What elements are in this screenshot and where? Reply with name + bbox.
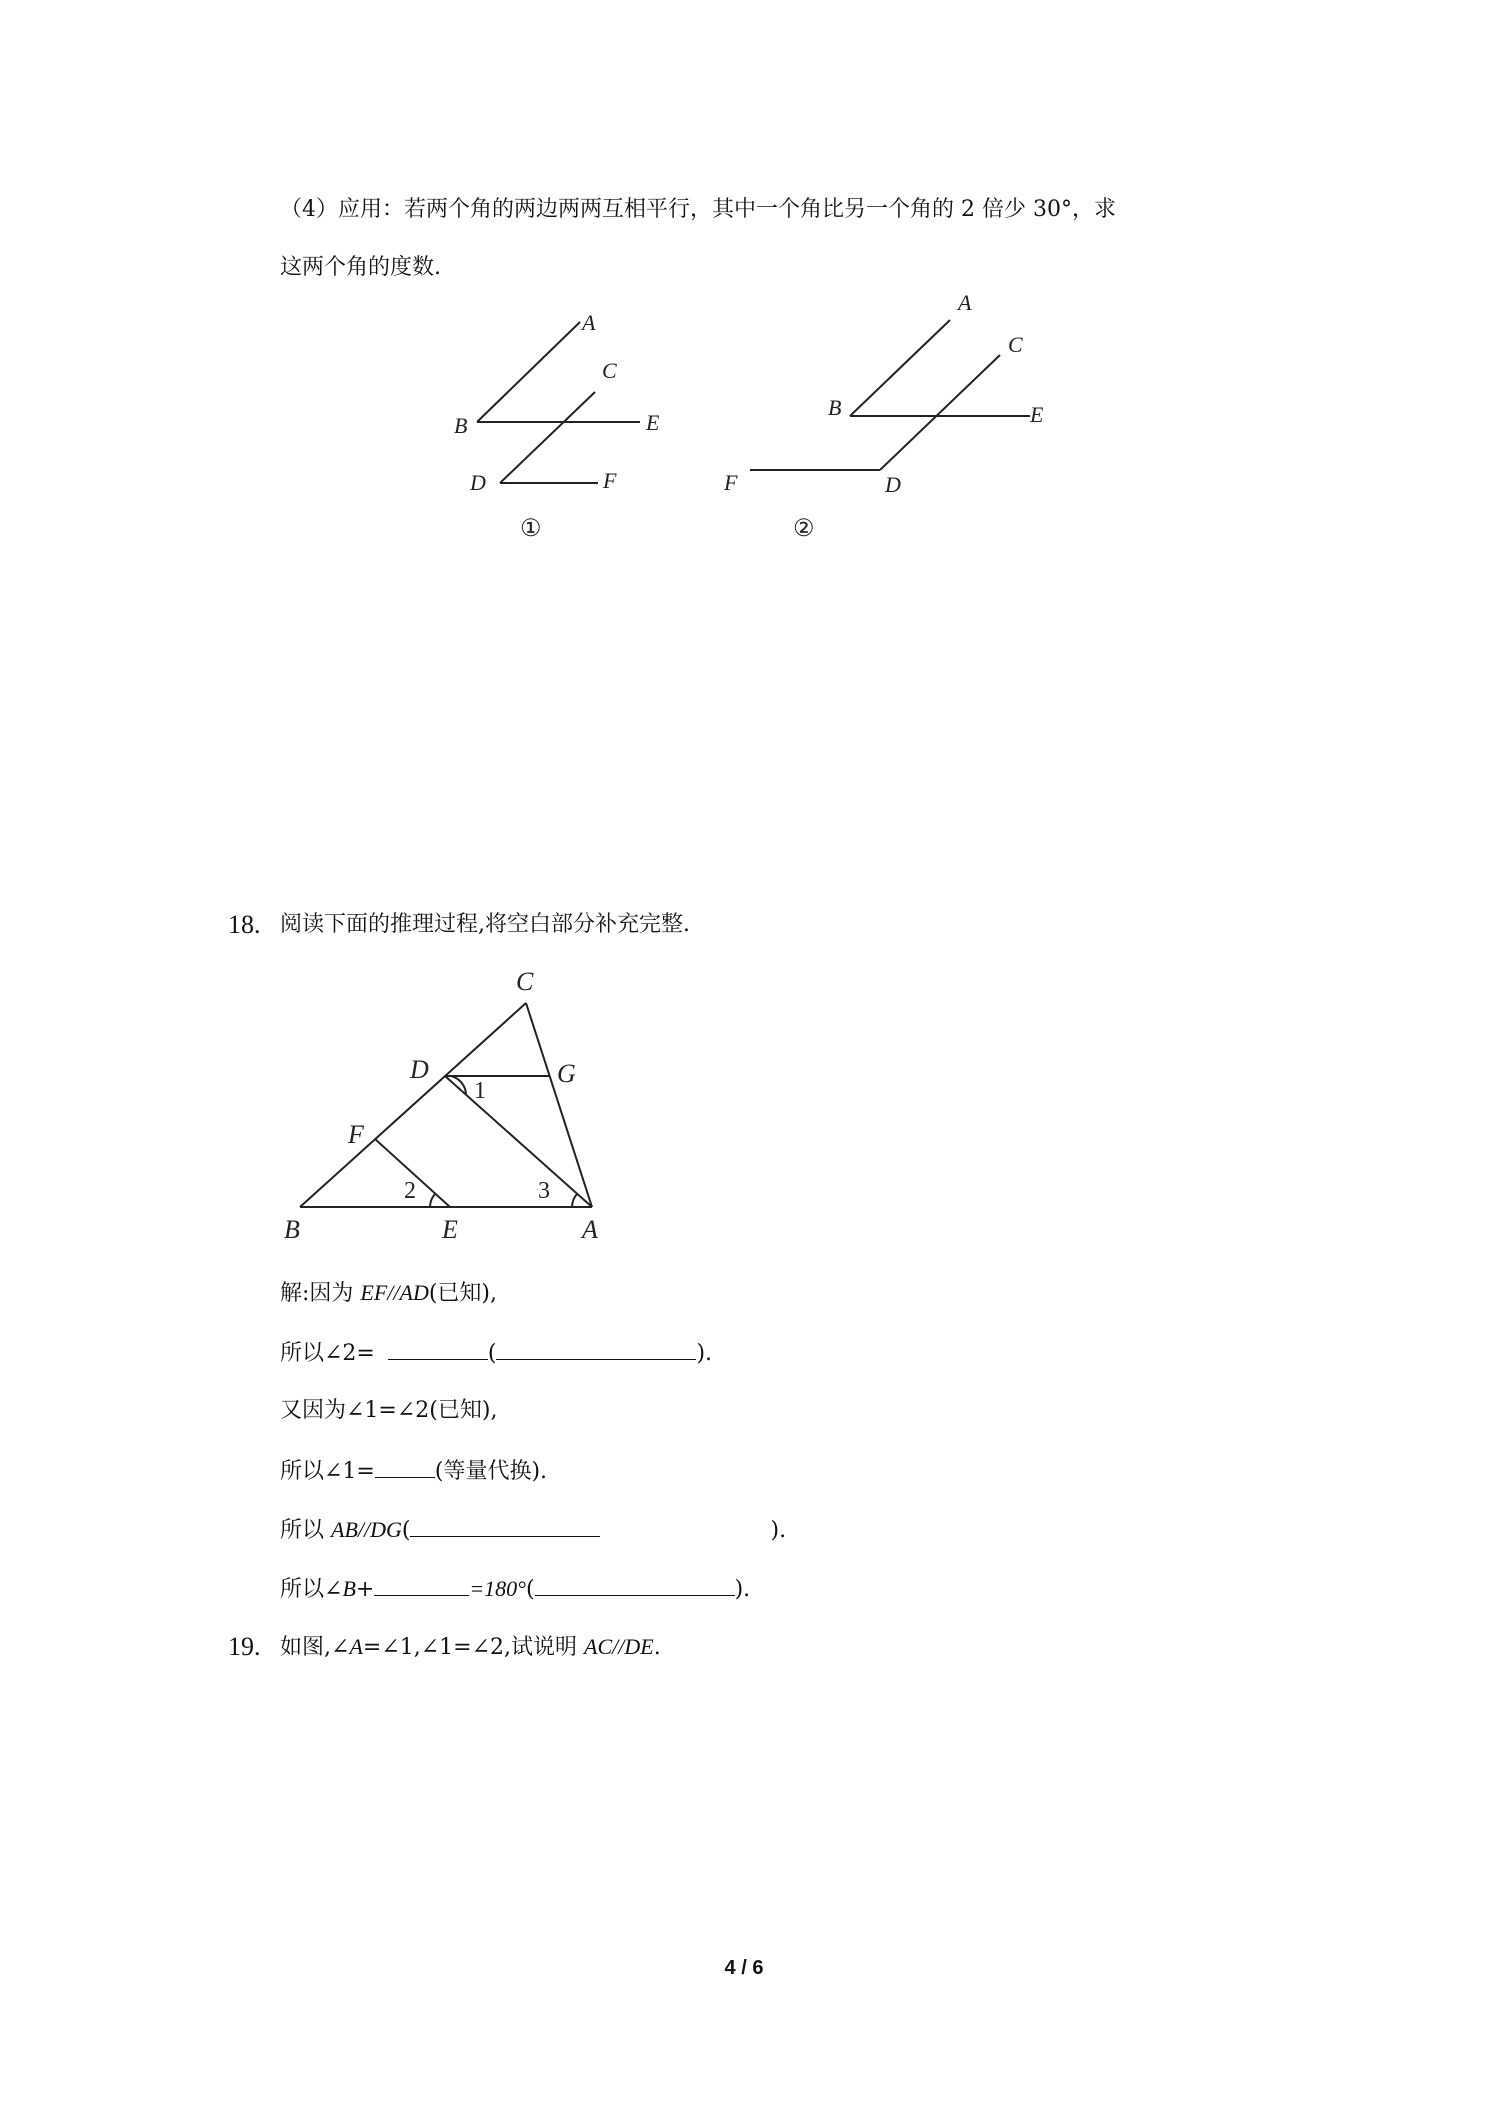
q18-label-C: C <box>516 967 534 996</box>
q17-part4-line2: 这两个角的度数. <box>280 255 441 280</box>
q18-l4-prefix: 所以∠1= <box>280 1459 375 1484</box>
q18-l2-mid: ( <box>487 1341 497 1366</box>
fig1-label-A: A <box>582 310 596 335</box>
q18-l6-suffix: ). <box>734 1577 751 1602</box>
q18-l6-plus: + <box>355 1577 375 1602</box>
figure-q18 <box>270 960 620 1260</box>
fig1-label-E: E <box>646 410 660 435</box>
q19-end: . <box>653 1635 661 1660</box>
q19-text <box>280 1632 661 1663</box>
fig2-line-BA <box>850 320 950 416</box>
fig1-label-B: B <box>454 413 468 438</box>
q19-mid: =∠1,∠1=∠2,试说明 <box>362 1635 585 1660</box>
q18-blank-reason3[interactable] <box>535 1573 735 1596</box>
fig1-line-DC <box>500 392 595 483</box>
q18-label-D: D <box>410 1055 429 1084</box>
q19-number: 19. <box>228 1632 261 1661</box>
q18-blank-reason1[interactable] <box>496 1337 696 1360</box>
q18-l5-math: AB//DG <box>331 1517 402 1542</box>
q18-l6-prefix: 所以∠ <box>280 1577 343 1602</box>
q18-angle1-arc <box>451 1076 466 1094</box>
q18-angle-3: 3 <box>538 1178 550 1204</box>
fig2-label-E: E <box>1030 402 1044 427</box>
fig1-label-C: C <box>602 358 617 383</box>
fig2-label-D: D <box>885 472 901 497</box>
q18-angle-1: 1 <box>474 1078 486 1104</box>
q18-number: 18. <box>228 910 261 939</box>
q18-l6-eq: =180° <box>469 1576 526 1601</box>
q18-l2-prefix: 所以∠2= <box>280 1341 382 1366</box>
q18-l1-suffix: (已知), <box>428 1281 498 1306</box>
fig1-line-BA <box>477 322 580 422</box>
q18-label-G: G <box>557 1059 576 1088</box>
q18-l6-mid: ( <box>525 1577 535 1602</box>
figure-2 <box>710 290 1060 550</box>
fig2-label-A: A <box>958 290 972 315</box>
q18-l1-math: EF//AD <box>360 1280 429 1305</box>
q18-l6-math: B <box>342 1576 356 1601</box>
q18-angle-2: 2 <box>404 1178 416 1204</box>
q17-part4-line1: （4）应用：若两个角的两边两两互相平行，其中一个角比另一个角的 2 倍少 30°，求 <box>280 197 1116 222</box>
q18-line-BC <box>300 1003 526 1207</box>
q18-angle2-arc <box>430 1194 435 1207</box>
fig2-line-DC <box>880 355 1000 470</box>
q18-label-E: E <box>442 1215 458 1244</box>
q18-solution-line3: 又因为∠1=∠2(已知), <box>280 1398 498 1423</box>
fig1-label-F: F <box>603 468 617 493</box>
q18-blank-angle2[interactable] <box>388 1337 488 1360</box>
fig1-caption: ① <box>520 516 542 542</box>
fig2-label-F: F <box>724 470 738 495</box>
page-number: 4 / 6 <box>724 1957 764 1979</box>
q19-math: AC//DE <box>584 1634 654 1659</box>
q18-l1-prefix: 解:因为 <box>280 1281 361 1306</box>
q18-blank-angle1[interactable] <box>375 1455 435 1478</box>
q18-angle3-arc <box>572 1194 577 1207</box>
q18-label-B: B <box>284 1215 300 1244</box>
q18-solution-line2 <box>280 1337 712 1369</box>
q18-solution-line4 <box>280 1455 547 1487</box>
q18-l5-mid: ( <box>401 1518 411 1543</box>
q18-l5-suffix: ). <box>770 1518 787 1543</box>
q18-l2-suffix: ). <box>696 1341 713 1366</box>
q18-blank-angle[interactable] <box>374 1573 469 1596</box>
fig2-caption: ② <box>793 516 815 542</box>
q18-label-F: F <box>348 1120 364 1149</box>
q18-l4-suffix: (等量代换). <box>434 1459 548 1484</box>
q18-l5-prefix: 所以 <box>280 1518 331 1543</box>
figure-1 <box>430 300 690 550</box>
q18-solution-line1 <box>280 1278 497 1309</box>
fig2-label-B: B <box>828 395 842 420</box>
q18-solution-line6 <box>280 1573 750 1605</box>
q18-solution-line5 <box>280 1514 786 1546</box>
q18-blank-reason2[interactable] <box>410 1514 600 1537</box>
fig2-label-C: C <box>1008 332 1023 357</box>
fig1-label-D: D <box>470 470 486 495</box>
q19-angle-a: A <box>349 1634 363 1659</box>
q18-prompt: 阅读下面的推理过程,将空白部分补充完整. <box>280 912 690 937</box>
q19-prefix: 如图,∠ <box>280 1635 350 1660</box>
q18-label-A: A <box>582 1215 598 1244</box>
